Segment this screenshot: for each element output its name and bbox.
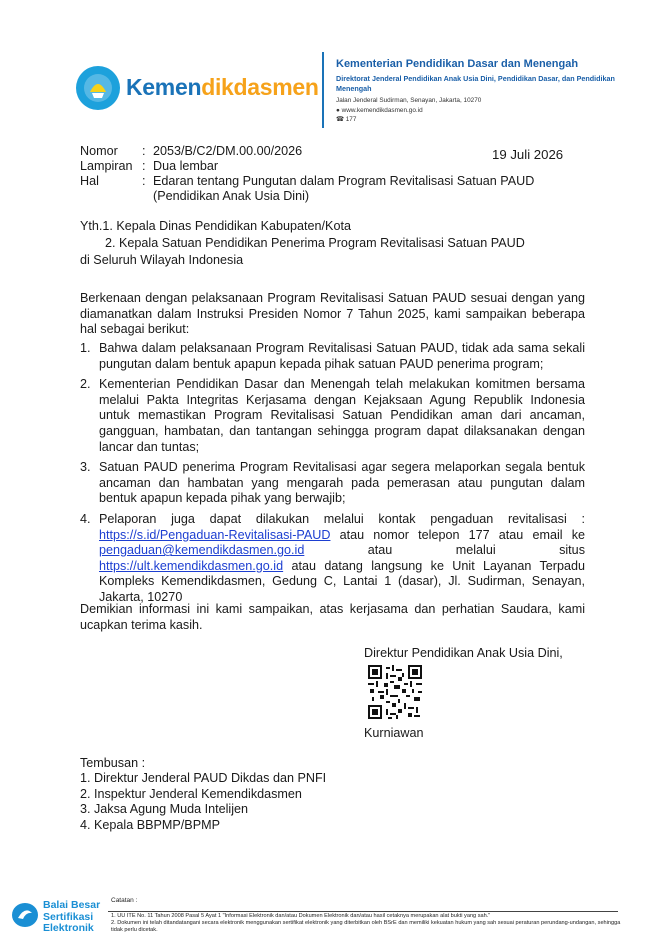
- address-text: Jalan Jenderal Sudirman, Senayan, Jakarta, 10270: [336, 97, 482, 104]
- complaint-link[interactable]: https://s.id/Pengaduan-Revitalisasi-PAUD: [99, 527, 331, 542]
- hal-value: Edaran tentang Pungutan dalam Program Revitalisasi Satuan PAUD: [153, 174, 535, 188]
- hal-label: Hal: [80, 174, 99, 188]
- colon: :: [142, 174, 146, 188]
- colon: :: [142, 144, 146, 158]
- item-text: atau datang langsung ke Unit Layanan Terpadu Kompleks Kemendikdasmen, Gedung C, Lantai 1 (dasar), Jl. Sudirman, Senayan, Jakarta, 10270: [99, 558, 585, 604]
- bsre-logo-text: [43, 900, 100, 935]
- closing-paragraph: Demikian informasi ini kami sampaikan, atas kerjasama dan perhatian Saudara, kami ucapkan terima kasih.: [80, 602, 585, 632]
- tembusan-label: Tembusan :: [80, 756, 146, 770]
- lampiran-value: Dua lembar: [153, 159, 219, 173]
- item-text: Bahwa dalam pelaksanaan Program Revitalisasi Satuan PAUD, tidak ada sama sekali pungutan dalam bentuk apapun kepada pihak satuan PAUD penerima program;: [99, 341, 585, 371]
- catatan-label: Catatan :: [111, 897, 138, 904]
- bsre-icon: [12, 903, 38, 927]
- item-text: Kementerian Pendidikan Dasar dan Menengah telah melakukan komitmen bersama melalui Pakta Integritas Kerjasama dengan Kejaksaan Agung Republik Indonesia untuk memastikan Program Revitalisasi Satuan Pendidikan aman dari ancaman, gangguan, hambatan, dan tantangan sehingga program dapat dilaksanakan dengan lancar dan tuntas;: [99, 377, 585, 454]
- item-number: 4.: [80, 511, 91, 526]
- website-row: [336, 106, 481, 116]
- website-text: www.kemendikdasmen.go.id: [341, 106, 423, 114]
- colon: :: [142, 159, 146, 173]
- list-item: [80, 341, 585, 372]
- lampiran-label: Lampiran: [80, 159, 133, 173]
- globe-icon: ●: [336, 106, 340, 114]
- item-text: Satuan PAUD penerima Program Revitalisasi agar segera melaporkan segala bentuk ancaman dan hambatan yang mengarah pada pemerasan atau pungutan dalam bentuk apapun kepada pihak yang berwajib;: [99, 460, 585, 506]
- item-text: atau melalui situs: [304, 543, 585, 558]
- nomor-label: Nomor: [80, 144, 118, 158]
- list-item: [80, 377, 585, 455]
- item-number: 2.: [80, 377, 91, 392]
- complaint-email-link[interactable]: pengaduan@kemendikdasmen.go.id: [99, 543, 305, 558]
- tut-wuri-handayani-icon: [76, 66, 120, 110]
- list-item: 3. Jaksa Agung Muda Intelijen: [80, 802, 249, 817]
- phone-row: [336, 115, 481, 125]
- points-list: [80, 341, 585, 611]
- bsre-line: Sertifikasi: [43, 910, 94, 923]
- list-item: [80, 512, 585, 606]
- tembusan: [80, 756, 326, 833]
- phone-text: 177: [345, 116, 357, 123]
- item-number: 3.: [80, 460, 91, 475]
- item-number: 1.: [80, 341, 91, 355]
- addressee: [80, 218, 525, 269]
- header-divider: [322, 52, 324, 128]
- nomor-value: 2053/B/C2/DM.00.00/2026: [153, 144, 303, 158]
- signer-name: Kurniawan: [364, 726, 424, 740]
- addressee-line-2: 2. Kepala Satuan Pendidikan Penerima Program Revitalisasi Satuan PAUD: [105, 236, 525, 250]
- qr-code-icon: [368, 665, 422, 719]
- footer-note: 2. Dokumen ini telah ditandatangani secara elektronik menggunakan sertifikat elektronik yang diterbitkan oleh BSrE dan memiliki kekuatan hukum yang sah sesuai peraturan perundang-undangan, sehingga tidak perlu dicetak.: [111, 920, 621, 934]
- header-contact: [336, 96, 481, 125]
- footer-divider: [108, 911, 618, 912]
- footer-note: 1. UU ITE No. 11 Tahun 2008 Pasal 5 Ayat 1 "Informasi Elektronik dan/atau Dokumen Elektronik dan/atau hasil cetaknya merupakan alat bukti yang sah.": [111, 913, 491, 919]
- bsre-line: Elektronik: [43, 922, 94, 934]
- bsre-line: Balai Besar: [43, 899, 101, 911]
- ministry-name: Kementerian Pendidikan Dasar dan Menengah: [336, 58, 579, 70]
- kemendikdasmen-logo: [76, 66, 319, 118]
- directorate-name: Direktorat Jenderal Pendidikan Anak Usia Dini, Pendidikan Dasar, dan Pendidikan Menengah: [336, 74, 615, 93]
- logo-wordmark: Kemendikdasmen: [126, 74, 319, 100]
- hal-value-2: (Pendidikan Anak Usia Dini): [153, 189, 310, 203]
- list-item: [80, 460, 585, 507]
- addressee-line-3: di Seluruh Wilayah Indonesia: [80, 253, 244, 267]
- signer-title: Direktur Pendidikan Anak Usia Dini,: [364, 646, 563, 660]
- headset-icon: ☎: [336, 116, 344, 123]
- ult-site-link[interactable]: https://ult.kemendikdasmen.go.id: [99, 558, 284, 573]
- letter-date: 19 Juli 2026: [492, 147, 564, 162]
- item-text: atau nomor telepon 177 atau email ke: [330, 527, 585, 542]
- footer-notes: [111, 913, 621, 935]
- addressee-line-1: Yth.1. Kepala Dinas Pendidikan Kabupaten/Kota: [80, 219, 351, 233]
- list-item: 4. Kepala BBPMP/BPMP: [80, 817, 220, 832]
- item-text: Pelaporan juga dapat dilakukan melalui kontak pengaduan revitalisasi :: [99, 511, 585, 526]
- list-item: 1. Direktur Jenderal PAUD Dikdas dan PNFI: [80, 771, 327, 786]
- list-item: 2. Inspektur Jenderal Kemendikdasmen: [80, 786, 302, 801]
- intro-paragraph: Berkenaan dengan pelaksanaan Program Revitalisasi Satuan PAUD sesuai dengan yang diamanatkan dalam Instruksi Presiden Nomor 7 Tahun 2025, kami sampaikan beberapa hal sebagai berikut:: [80, 291, 585, 337]
